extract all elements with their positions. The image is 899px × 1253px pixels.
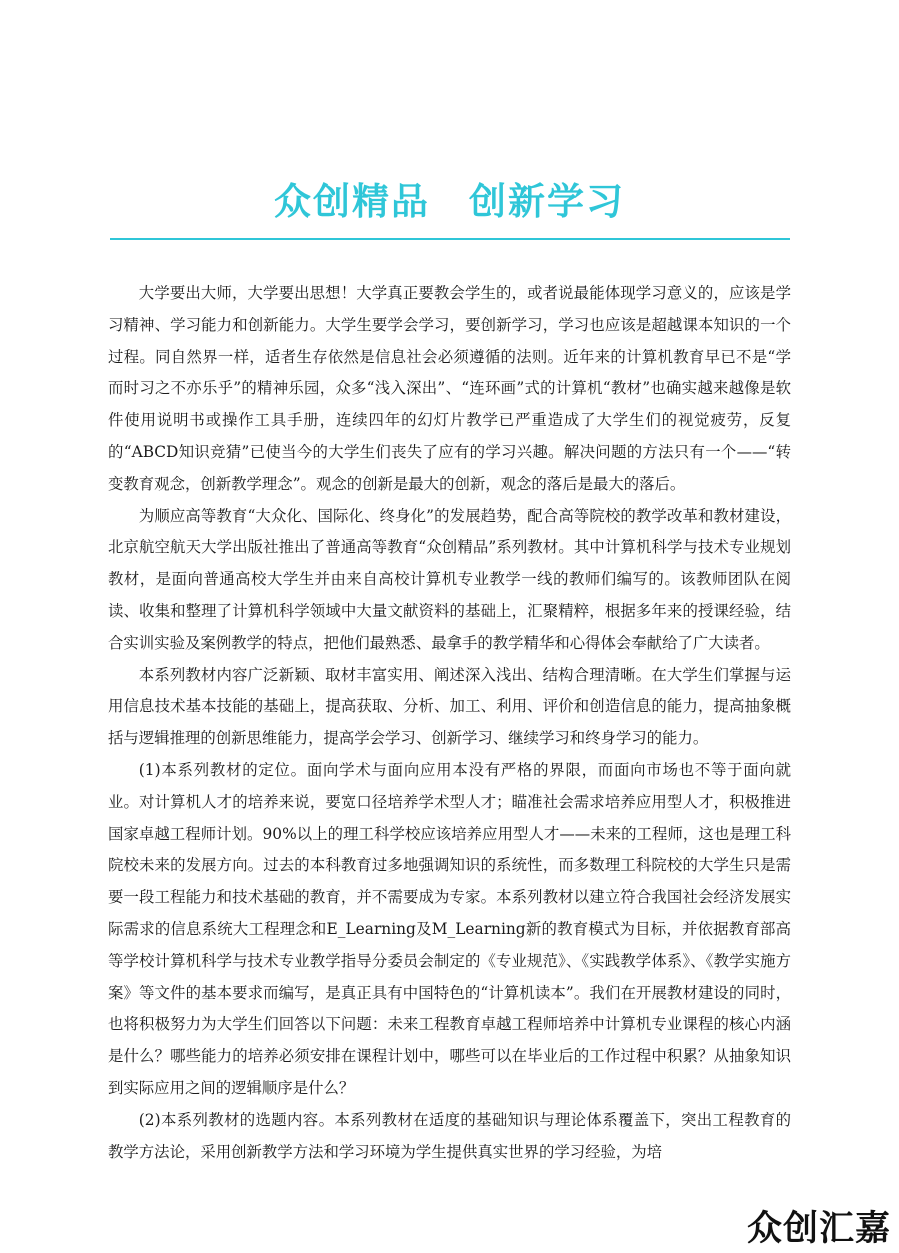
page-title: 众创精品 创新学习 xyxy=(274,180,625,223)
paragraph: 大学要出大师，大学要出思想！大学真正要教会学生的，或者说最能体现学习意义的，应该是学习精神、学习能力和创新能力。大学生要学会学习，要创新学习，学习也应该是超越课本知识的一个过程。同自然界一样，适者生存依然是信息社会必须遵循的法则。近年来的计算机教育早已不是“学而时习之不亦乐乎”的精神乐园，众多“浅入深出”、“连环画”式的计算机“教材”也确实越来越像是软件使用说明书或操作工具手册，连续四年的幻灯片教学已严重造成了大学生们的视觉疲劳，反复的“ABCD知识竞猜”已使当今的大学生们丧失了应有的学习兴趣。解决问题的方法只有一个——“转变教育观念，创新教学理念”。观念的创新是最大的创新，观念的落后是最大的落后。 xyxy=(108,284,791,493)
paragraph: (2)本系列教材的选题内容。本系列教材在适度的基础知识与理论体系覆盖下，突出工程教育的教学方法论，采用创新教学方法和学习环境为学生提供真实世界的学习经验，为培 xyxy=(108,1110,791,1161)
body-text xyxy=(108,278,791,1168)
paragraph: 为顺应高等教育“大众化、国际化、终身化”的发展趋势，配合高等院校的教学改革和教材建设，北京航空航天大学出版社推出了普通高等教育“众创精品”系列教材。其中计算机科学与技术专业规划教材，是面向普通高校大学生并由来自高校计算机专业教学一线的教师们编写的。该教师团队在阅读、收集和整理了计算机科学领域中大量文献资料的基础上，汇聚精粹，根据多年来的授课经验，结合实训实验及案例教学的特点，把他们最熟悉、最拿手的教学精华和心得体会奉献给了广大读者。 xyxy=(108,506,791,652)
watermark-logo: 众创汇嘉 xyxy=(746,1209,891,1249)
paragraph: 本系列教材内容广泛新颖、取材丰富实用、阐述深入浅出、结构合理清晰。在大学生们掌握与运用信息技术基本技能的基础上，提高获取、分析、加工、利用、评价和创造信息的能力，提高抽象概括与逻辑推理的创新思维能力，提高学会学习、创新学习、继续学习和终身学习的能力。 xyxy=(108,665,791,748)
paragraph: (1)本系列教材的定位。面向学术与面向应用本没有严格的界限，而面向市场也不等于面向就业。对计算机人才的培养来说，要宽口径培养学术型人才；瞄准社会需求培养应用型人才，积极推进国家卓越工程师计划。90%以上的理工科学校应该培养应用型人才——未来的工程师，这也是理工科院校未来的发展方向。过去的本科教育过多地强调知识的系统性，而多数理工科院校的大学生只是需要一段工程能力和技术基础的教育，并不需要成为专家。本系列教材以建立符合我国社会经济发展实际需求的信息系统大工程理念和E_Learning及M_Learning新的教育模式为目标，并依据教育部高等学校计算机科学与技术专业教学指导分委员会制定的《专业规范》、《实践教学体系》、《教学实施方案》等文件的基本要求而编写，是真正具有中国特色的“计算机读本”。我们在开展教材建设的同时，也将积极努力为大学生们回答以下问题：未来工程教育卓越工程师培养中计算机专业课程的核心内涵是什么？哪些能力的培养必须安排在课程计划中，哪些可以在毕业后的工作过程中积累？从抽象知识到实际应用之间的逻辑顺序是什么？ xyxy=(108,760,791,1097)
title-divider xyxy=(110,238,790,240)
